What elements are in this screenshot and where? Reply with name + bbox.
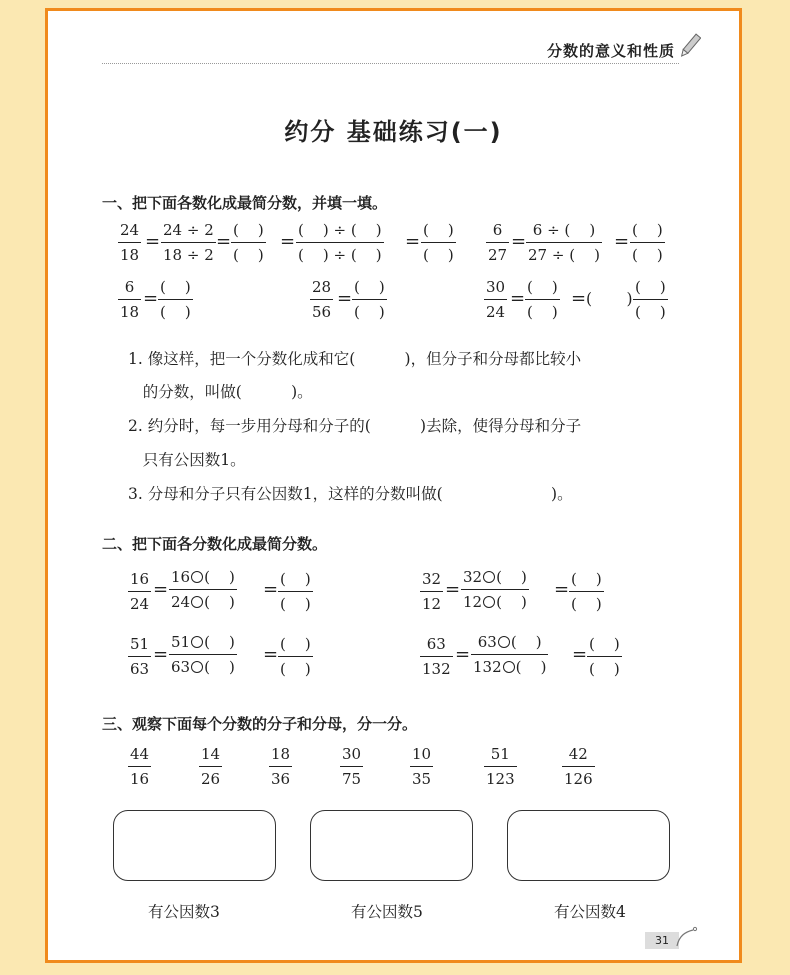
fraction[interactable]: 30 75: [342, 744, 362, 788]
answer-fraction[interactable]: 32 ( ) 12 ( ): [463, 567, 527, 611]
answer-fraction[interactable]: ( ) ( ): [423, 220, 454, 264]
equals-sign: =: [153, 644, 169, 665]
answer-fraction[interactable]: ( ) ( ): [280, 569, 311, 613]
fraction[interactable]: 18 36: [271, 744, 291, 788]
answer-fraction[interactable]: ( ) ÷ ( ) ( ) ÷ ( ): [298, 220, 382, 264]
operator-circle[interactable]: [503, 661, 515, 673]
equals-sign: =: [280, 231, 296, 252]
equals-sign: =: [511, 231, 527, 252]
question-2-line1: 2. 约分时，每一步用分母和分子的( )去除，使得分母和分子: [128, 417, 582, 435]
sort-box-3[interactable]: [113, 810, 276, 881]
fraction: 63 132: [422, 634, 451, 678]
fraction[interactable]: 14 26: [201, 744, 221, 788]
sort-box-4[interactable]: [507, 810, 670, 881]
swirl-decoration-icon: [673, 926, 699, 948]
fraction: 6 27: [488, 220, 508, 264]
sort-box-4-label: 有公因数4: [554, 903, 626, 921]
question-1-line2: 的分数，叫做( )。: [128, 383, 313, 401]
answer-fraction[interactable]: 51 ( ) 63 ( ): [171, 632, 235, 676]
fraction: 32 12: [422, 569, 442, 613]
sort-box-5-label: 有公因数5: [351, 903, 423, 921]
equals-sign: =: [337, 288, 353, 309]
fraction[interactable]: 42 126: [564, 744, 593, 788]
operator-blank[interactable]: ( ): [586, 290, 633, 308]
equals-sign: =: [143, 288, 159, 309]
question-3: 3. 分母和分子只有公因数1，这样的分数叫做( )。: [128, 485, 573, 503]
equals-sign: =: [153, 579, 169, 600]
answer-fraction[interactable]: ( ) ( ): [571, 569, 602, 613]
page-number: 31: [645, 932, 679, 949]
equals-sign: =: [554, 579, 570, 600]
section2-title: 二、把下面各分数化成最简分数。: [102, 535, 328, 553]
equals-sign: =: [455, 644, 471, 665]
sort-box-3-label: 有公因数3: [148, 903, 220, 921]
sort-box-5[interactable]: [310, 810, 473, 881]
fraction: 24 18: [120, 220, 140, 264]
chapter-title: 分数的意义和性质: [546, 42, 675, 60]
equals-sign: =: [571, 288, 587, 309]
question-2-line2: 只有公因数1。: [128, 451, 246, 469]
equals-sign: =: [216, 231, 232, 252]
answer-fraction[interactable]: ( ) ( ): [280, 634, 311, 678]
equals-sign: =: [614, 231, 630, 252]
answer-fraction[interactable]: ( ) ( ): [632, 220, 663, 264]
answer-fraction[interactable]: ( ) ( ): [589, 634, 620, 678]
section3-title: 三、观察下面每个分数的分子和分母，分一分。: [102, 715, 418, 733]
answer-fraction[interactable]: ( ) ( ): [354, 277, 385, 321]
fraction: 6 18: [120, 277, 140, 321]
answer-fraction[interactable]: 63 ( ) 132 ( ): [473, 632, 547, 676]
fraction: 51 63: [130, 634, 150, 678]
fraction[interactable]: 44 16: [130, 744, 150, 788]
operator-circle[interactable]: [191, 596, 203, 608]
fraction[interactable]: 51 123: [486, 744, 515, 788]
section1-title: 一、把下面各数化成最简分数，并填一填。: [102, 194, 388, 212]
fraction: 16 24: [130, 569, 150, 613]
equals-sign: =: [510, 288, 526, 309]
worksheet-page: [45, 8, 742, 963]
equals-sign: =: [145, 231, 161, 252]
equals-sign: =: [263, 579, 279, 600]
equals-sign: =: [572, 644, 588, 665]
fraction: 28 56: [312, 277, 332, 321]
operator-circle[interactable]: [483, 571, 495, 583]
page-title: 约分 基础练习(一): [284, 118, 503, 146]
equals-sign: =: [263, 644, 279, 665]
fraction[interactable]: 10 35: [412, 744, 432, 788]
question-1-line1: 1. 像这样，把一个分数化成和它( )，但分子和分母都比较小: [128, 350, 582, 368]
operator-circle[interactable]: [498, 636, 510, 648]
operator-circle[interactable]: [191, 636, 203, 648]
answer-fraction[interactable]: ( ) ( ): [160, 277, 191, 321]
equals-sign: =: [405, 231, 421, 252]
answer-fraction[interactable]: ( ) ( ): [635, 277, 666, 321]
answer-fraction[interactable]: ( ) ( ): [233, 220, 264, 264]
equals-sign: =: [445, 579, 461, 600]
operator-circle[interactable]: [191, 661, 203, 673]
answer-fraction[interactable]: ( ) ( ): [527, 277, 558, 321]
fraction: 24 ÷ 2 18 ÷ 2: [163, 220, 214, 264]
operator-circle[interactable]: [191, 571, 203, 583]
header-divider: [102, 63, 679, 64]
answer-fraction[interactable]: 16 ( ) 24 ( ): [171, 567, 235, 611]
operator-circle[interactable]: [483, 596, 495, 608]
answer-fraction[interactable]: 6 ÷ ( ) 27 ÷ ( ): [528, 220, 600, 264]
fraction: 30 24: [486, 277, 506, 321]
pencil-icon: [679, 31, 701, 61]
